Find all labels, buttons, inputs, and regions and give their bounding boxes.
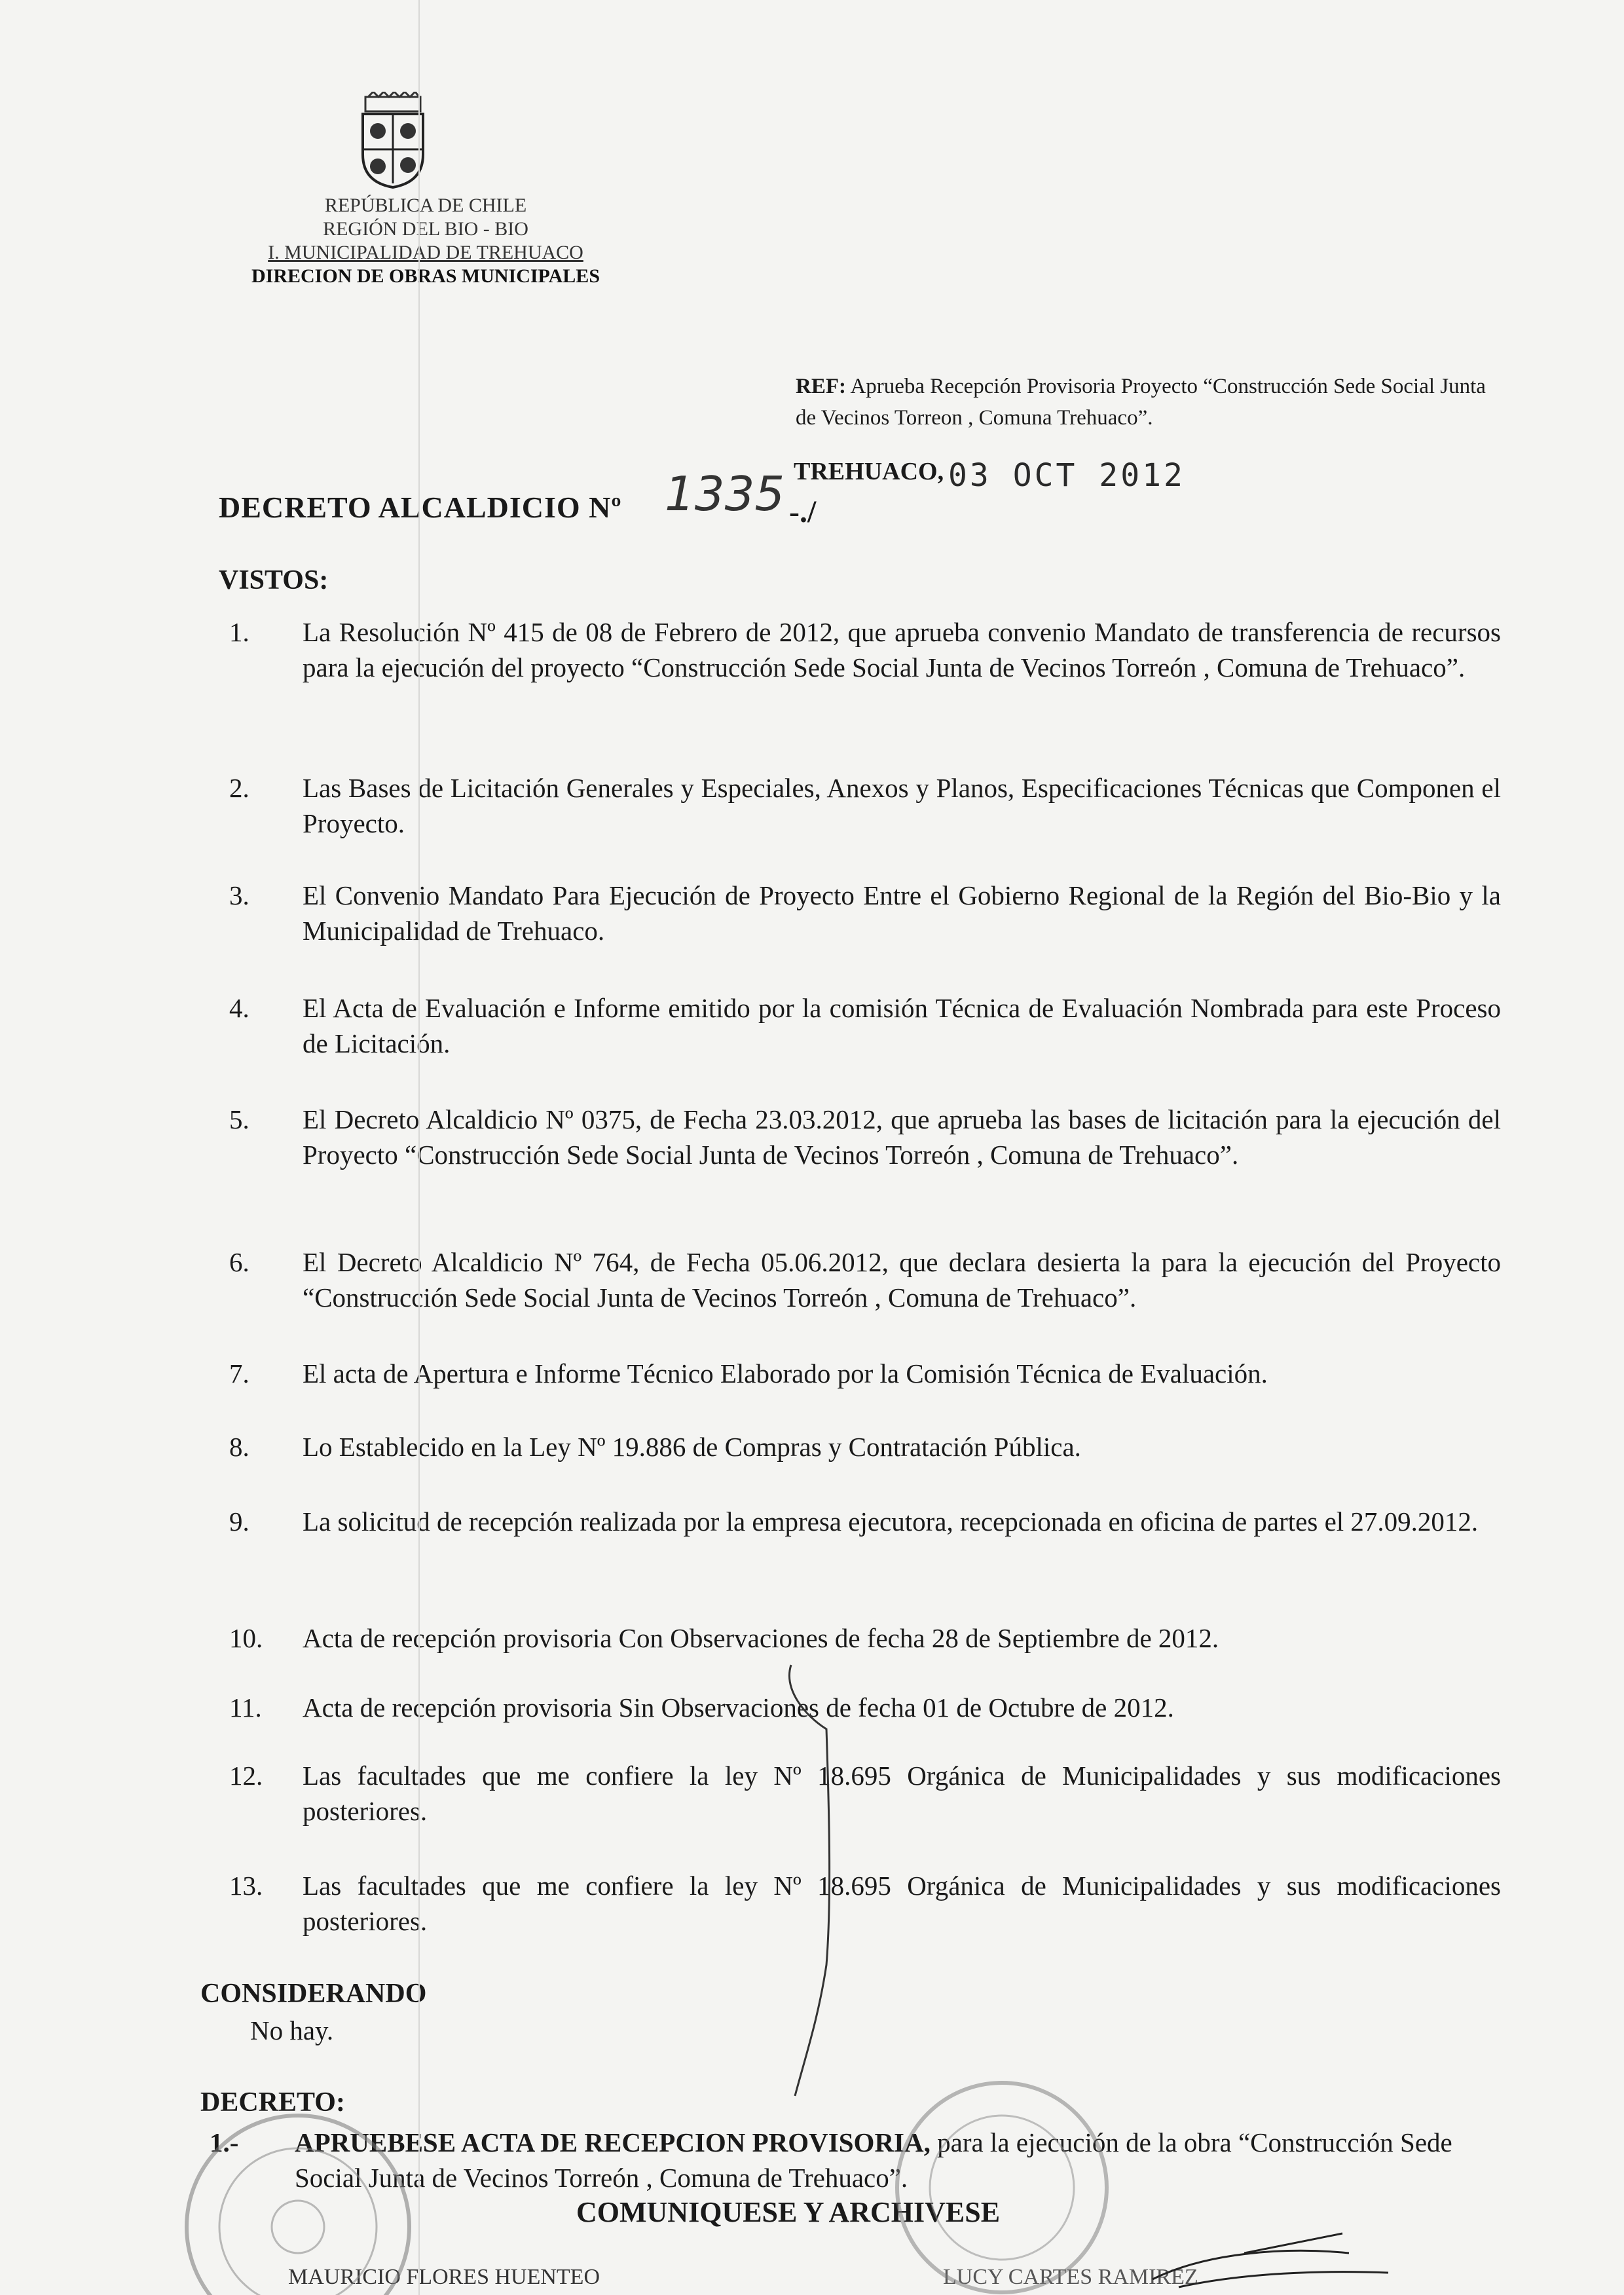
item-number: 13. bbox=[229, 1871, 263, 1901]
decree-number-handwritten: 1335 bbox=[665, 466, 785, 521]
item-text: Acta de recepción provisoria Sin Observaciones de fecha 01 de Octubre de 2012. bbox=[303, 1692, 1174, 1723]
item-number: 12. bbox=[229, 1761, 263, 1791]
item-text: Acta de recepción provisoria Con Observaciones de fecha 28 de Septiembre de 2012. bbox=[303, 1623, 1219, 1653]
item-number: 1. bbox=[229, 617, 249, 647]
decree-number-suffix: -./ bbox=[789, 494, 817, 529]
vistos-heading: VISTOS: bbox=[219, 565, 329, 595]
considerando-heading: CONSIDERANDO bbox=[200, 1979, 427, 2009]
item-number: 3. bbox=[229, 880, 249, 910]
item-text: Las facultades que me confiere la ley Nº 18.695 Orgánica de Municipalidades y sus modificaciones posteriores. bbox=[303, 1761, 1501, 1826]
item-number: 7. bbox=[229, 1358, 249, 1389]
decreto-heading: DECRETO: bbox=[200, 2087, 345, 2118]
date-stamp: 03 OCT 2012 bbox=[948, 457, 1185, 494]
letterhead-country: REPÚBLICA DE CHILE bbox=[324, 195, 527, 216]
ref-label: REF: bbox=[796, 375, 846, 398]
item-text: La solicitud de recepción realizada por la empresa ejecutora, recepcionada en oficina de partes el 27.09.2012. bbox=[303, 1506, 1479, 1537]
item-text: El Acta de Evaluación e Informe emitido por la comisión Técnica de Evaluación Nombrada para este Proceso de Licitación. bbox=[303, 993, 1501, 1058]
item-number: 10. bbox=[229, 1623, 263, 1653]
decreto-item-text bbox=[295, 2125, 1519, 2195]
item-text: Lo Establecido en la Ley Nº 19.886 de Compras y Contratación Pública. bbox=[303, 1432, 1081, 1462]
decreto-item-bold: APRUEBESE ACTA DE RECEPCION PROVISORIA, bbox=[295, 2127, 931, 2157]
municipal-crest-icon bbox=[354, 92, 432, 190]
ref-text: Aprueba Recepción Provisoria Proyecto “Construcción Sede Social Junta de Vecinos Torreon , Comuna Trehuaco”. bbox=[796, 375, 1486, 430]
signatory-right: LUCY CARTES RAMIREZ bbox=[943, 2265, 1198, 2289]
item-number: 2. bbox=[229, 773, 249, 803]
letterhead-municipality: I. MUNICIPALIDAD DE TREHUACO bbox=[268, 242, 583, 263]
letterhead-region: REGIÓN DEL BIO - BIO bbox=[323, 218, 528, 240]
item-text: El acta de Apertura e Informe Técnico Elaborado por la Comisión Técnica de Evaluación. bbox=[303, 1358, 1268, 1389]
reference-block bbox=[796, 371, 1490, 434]
item-number: 6. bbox=[229, 1247, 249, 1277]
item-text: El Convenio Mandato Para Ejecución de Proyecto Entre el Gobierno Regional de la Región del Bio-Bio y la Municipalidad de Trehuaco. bbox=[303, 880, 1501, 946]
item-text: Las Bases de Licitación Generales y Especiales, Anexos y Planos, Especificaciones Técnicas que Componen el Proyecto. bbox=[303, 773, 1501, 838]
item-text: Las facultades que me confiere la ley Nº 18.695 Orgánica de Municipalidades y sus modificaciones posteriores. bbox=[303, 1871, 1501, 1936]
item-number: 8. bbox=[229, 1432, 249, 1462]
decreto-item-number: 1.- bbox=[210, 2127, 239, 2157]
item-text: El Decreto Alcaldicio Nº 0375, de Fecha 23.03.2012, que aprueba las bases de licitación para la ejecución del Proyecto “Construcción Sede Social Junta de Vecinos Torreón , Comuna de Trehuaco”. bbox=[303, 1104, 1501, 1170]
item-text: La Resolución Nº 415 de 08 de Febrero de 2012, que aprueba convenio Mandato de transferencia de recursos para la ejecución del proyecto “Construcción Sede Social Junta de Vecinos Torreón , Comuna de Trehuaco”. bbox=[303, 617, 1501, 682]
letterhead bbox=[223, 194, 629, 288]
decree-title: DECRETO ALCALDICIO Nº bbox=[219, 491, 622, 524]
decreto-item-rest: para la ejecución de la obra “Construcción Sede Social Junta de Vecinos Torreón , Comuna de Trehuaco”. bbox=[295, 2127, 1452, 2193]
closing-line: COMUNIQUESE Y ARCHIVESE bbox=[576, 2196, 1001, 2228]
item-number: 5. bbox=[229, 1104, 249, 1134]
item-number: 11. bbox=[229, 1692, 262, 1723]
letterhead-department: DIRECION DE OBRAS MUNICIPALES bbox=[251, 265, 600, 287]
item-number: 4. bbox=[229, 993, 249, 1023]
considerando-body: No hay. bbox=[250, 2015, 334, 2045]
item-text: El Decreto Alcaldicio Nº 764, de Fecha 05.06.2012, que declara desierta la para la ejecución del Proyecto “Construcción Sede Social Junta de Vecinos Torreón , Comuna de Trehuaco”. bbox=[303, 1247, 1501, 1313]
signatory-left: MAURICIO FLORES HUENTEO bbox=[288, 2265, 600, 2289]
item-number: 9. bbox=[229, 1506, 249, 1537]
place-label: TREHUACO, bbox=[794, 458, 944, 485]
